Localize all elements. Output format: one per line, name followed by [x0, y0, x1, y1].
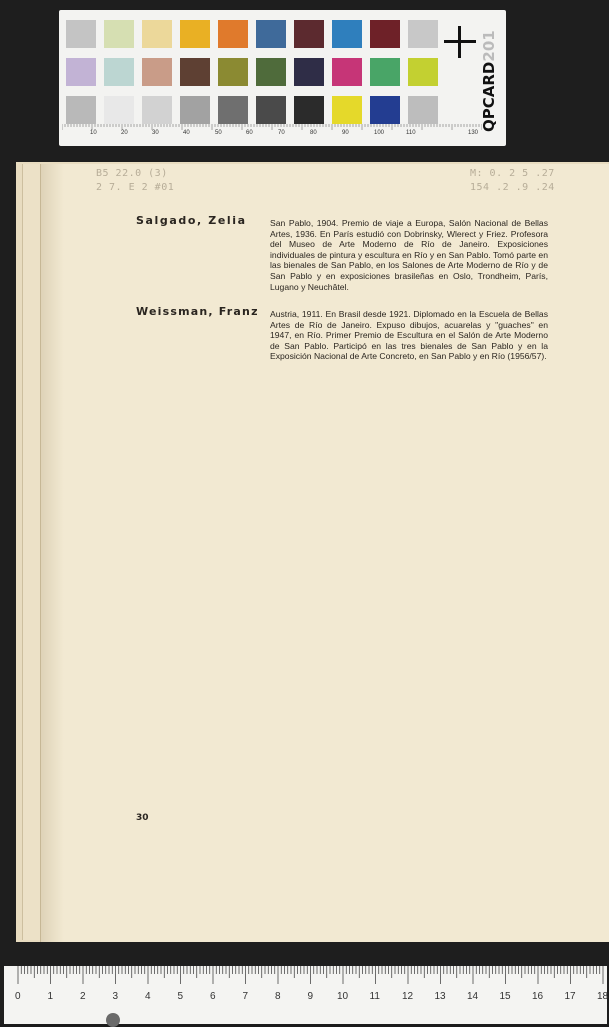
color-swatch	[332, 96, 362, 124]
scale-number: 60	[246, 130, 253, 136]
ruler-number: 11	[369, 991, 380, 1002]
color-swatch	[256, 96, 286, 124]
artist-biography: San Pablo, 1904. Premio de viaje a Europa, Salón Nacional de Bellas Artes, 1936. En París estudió con Dobrinsky, Wlerect y Friez. Profesora del Museo de Arte Moderno de Río de Janeiro. Exposiciones individuales de pintura y escultura en Río y en San Pablo. Tomó parte en las bienales de San Pablo, en los Salones de Arte Moderno de Río y de San Pablo y en exposiciones brasileñas en Oslo, Trondheim, París, Lugano y Neuchâtel.	[270, 218, 548, 292]
ruler-number: 9	[307, 991, 314, 1002]
color-swatch	[180, 20, 210, 48]
scale-number: 100	[374, 130, 385, 136]
logo-text: PCARD	[480, 61, 498, 120]
logo-prefix: Q	[480, 119, 498, 132]
ruler-number: 18	[597, 991, 609, 1002]
qpcard-logo	[474, 18, 502, 136]
ruler-number: 17	[564, 991, 576, 1002]
ruler-number: 8	[275, 991, 281, 1002]
color-swatch	[142, 20, 172, 48]
pencil-note: M: 0. 2 5 .27	[470, 168, 555, 179]
color-swatch	[370, 96, 400, 124]
logo-model: 201	[480, 30, 498, 62]
ruler-number: 13	[434, 991, 446, 1002]
pencil-note: 2 7. E 2 #01	[96, 182, 175, 193]
scale-number: 70	[278, 130, 285, 136]
scale-number: 50	[215, 130, 222, 136]
ruler-number: 1	[47, 991, 54, 1002]
artist-biography: Austria, 1911. En Brasil desde 1921. Diplomado en la Escuela de Bellas Artes de Río de Janeiro. Expuso dibujos, acuarelas y "guaches" en 1947, en Río. Primer Premio de Escultura en el Salón de Arte Moderno de San Pablo. Participó en las tres bienales de San Pablo y en la Exposición Nacional de Arte Concreto, en San Pablo y en Río (1956/57).	[270, 309, 548, 362]
ruler-number: 4	[145, 991, 151, 1002]
ruler-number: 15	[499, 991, 511, 1002]
ruler-number: 10	[337, 991, 349, 1002]
scale-number: 110	[406, 130, 416, 136]
ruler-number: 2	[80, 991, 86, 1002]
scale-number: 130	[468, 130, 479, 136]
color-swatch	[408, 20, 438, 48]
scale-number: 30	[152, 130, 159, 136]
ruler-number: 0	[15, 991, 21, 1002]
color-swatch	[104, 58, 134, 86]
svg-text:QPCARD201	[480, 30, 498, 132]
color-swatch	[370, 20, 400, 48]
ruler-number: 5	[177, 991, 184, 1002]
color-swatch	[332, 20, 362, 48]
color-swatch	[218, 58, 248, 86]
color-swatch	[180, 96, 210, 124]
pencil-note: B5 22.0 (3)	[96, 168, 168, 179]
color-swatch	[294, 20, 324, 48]
ruler-number: 7	[242, 991, 249, 1002]
color-swatch	[332, 58, 362, 86]
color-swatch	[294, 58, 324, 86]
color-swatch	[294, 96, 324, 124]
scale-number: 80	[310, 130, 317, 136]
pencil-note: 154 .2 .9 .24	[470, 182, 555, 193]
scale-number: 40	[183, 130, 190, 136]
color-swatch	[218, 20, 248, 48]
color-swatch	[142, 58, 172, 86]
color-swatch	[180, 58, 210, 86]
crosshair-icon	[444, 26, 476, 58]
ruler-number: 12	[402, 991, 414, 1002]
color-swatch	[218, 96, 248, 124]
color-swatch	[104, 96, 134, 124]
ruler-number: 14	[467, 991, 479, 1002]
color-swatch	[66, 96, 96, 124]
color-swatch	[66, 20, 96, 48]
ruler-number: 3	[112, 991, 119, 1002]
color-swatch	[370, 58, 400, 86]
artist-name: Salgado, Zelia	[136, 214, 247, 227]
ruler-ticks	[4, 966, 607, 992]
scale-number: 20	[121, 130, 128, 136]
color-swatch	[142, 96, 172, 124]
color-swatch	[104, 20, 134, 48]
scale-number: 90	[342, 130, 349, 136]
ruler-number: 16	[532, 991, 544, 1002]
artist-name: Weissman, Franz	[136, 305, 259, 318]
color-swatch	[408, 96, 438, 124]
color-swatch	[256, 20, 286, 48]
color-swatch	[66, 58, 96, 86]
ruler-hole-icon	[106, 1013, 120, 1027]
scale-number: 10	[90, 130, 97, 136]
page-number: 30	[136, 813, 149, 823]
page-gutter-shadow	[40, 164, 64, 942]
color-swatch	[256, 58, 286, 86]
color-swatch	[408, 58, 438, 86]
ruler-number: 6	[210, 991, 216, 1002]
